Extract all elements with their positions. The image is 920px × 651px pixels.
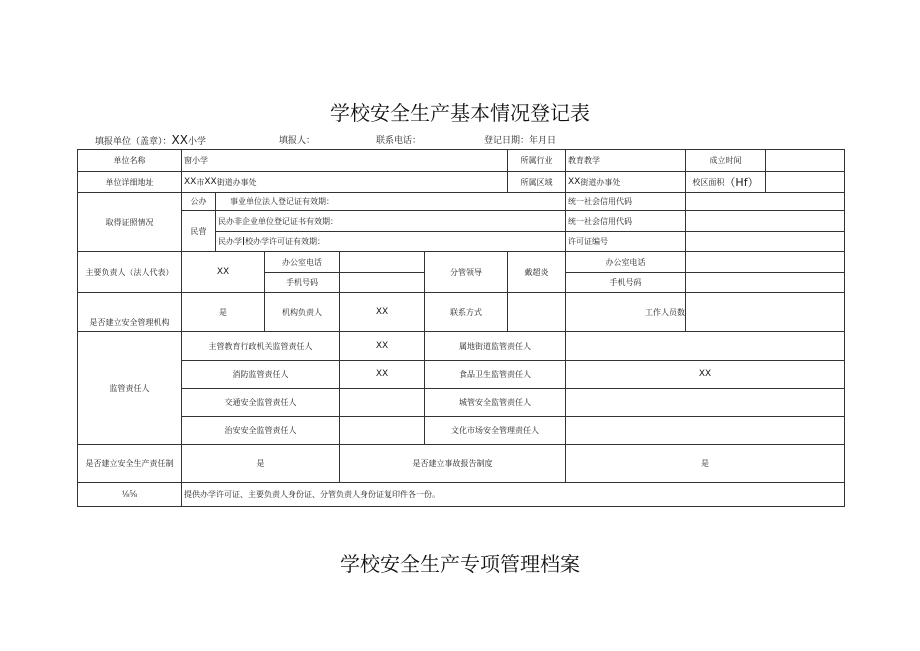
document-title: 学校安全生产基本情况登记表 [330, 101, 590, 125]
staff-count-value [686, 293, 845, 332]
principal-value: XX [182, 252, 265, 293]
campus-area-label [686, 172, 766, 193]
supervisor-left-label: 消防监管责任人 [182, 361, 340, 389]
archive-title: 学校安全生产专项管理档案 [340, 552, 580, 576]
campus-area-unit: （Hf） [724, 175, 759, 189]
permit-no-value [686, 232, 845, 252]
credit-code-label-1: 统一社会信用代码 [566, 193, 686, 211]
accident-report-value: 是 [566, 445, 845, 483]
supervisor-right-label: 城管安全监管责任人 [425, 389, 566, 417]
public-cert-text: 事业单位法人登记证有效期： [230, 197, 334, 206]
unit-label: 填报单位（盖章）： [95, 137, 172, 147]
notes-text: 提供办学许可证、主要负责人身份证、分管负责人身份证复印件各一份。 [182, 483, 845, 507]
phone-label: 联系电话： [376, 136, 422, 146]
address-xx-1: XX [184, 176, 197, 187]
principal-label: 主要负责人（法人代表） [78, 252, 182, 293]
address-label: 单位详细地址 [78, 172, 182, 193]
deputy-mobile-value [686, 273, 845, 293]
credit-code-value-1 [686, 193, 845, 211]
reporter-label: 填报人： [279, 136, 316, 146]
responsibility-value: 是 [182, 445, 340, 483]
mobile-value [340, 273, 425, 293]
supervisor-left-value: XX [340, 332, 425, 361]
deputy-value: 戴超炎 [508, 252, 566, 293]
supervisor-right-value: XX [566, 361, 845, 389]
supervisor-left-label: 治安安全监管责任人 [182, 417, 340, 445]
supervisor-right-value [566, 332, 845, 361]
district-value [566, 172, 686, 193]
credit-code-label-2: 统一社会信用代码 [566, 211, 686, 232]
supervisor-right-label: 属地街道监管责任人 [425, 332, 566, 361]
public-cert [216, 193, 566, 211]
registration-table [77, 149, 845, 507]
contact-label: 联系方式 [425, 293, 508, 332]
office-phone-label: 办公室电话 [265, 252, 340, 273]
district-suffix: 街道办事处 [580, 177, 621, 187]
safety-org-label: 是否建立安全管理机构 [78, 293, 182, 332]
mobile-label: 手机号码 [265, 273, 340, 293]
address-suffix: 街道办事处 [216, 177, 257, 187]
org-head-value: XX [340, 293, 425, 332]
district-xx: XX [568, 176, 581, 187]
safety-org-value: 是 [182, 293, 265, 332]
supervisor-right-label: 食品卫生监管责任人 [425, 361, 566, 389]
supervisor-right-value [566, 417, 845, 445]
address-xx-2: XX [204, 176, 217, 187]
notes-label: ⅛⅝ [78, 483, 182, 507]
supervisor-left-value [340, 417, 425, 445]
org-head-label: 机构负责人 [265, 293, 340, 332]
responsibility-label: 是否建立安全生产责任制 [78, 445, 182, 483]
date-label: 登记日期：年月日 [484, 136, 557, 146]
address-mid: 市 [196, 177, 205, 187]
supervisor-right-value [566, 389, 845, 417]
deputy-office-phone-value [686, 252, 845, 273]
founded-value [766, 150, 845, 172]
accident-report-label: 是否建立事故报告制度 [340, 445, 566, 483]
permit-no-label: 许可证编号 [566, 232, 686, 252]
address-value [182, 172, 508, 193]
school-cert-bar: l [242, 235, 246, 248]
unit-name-value: 窗小学 [182, 150, 508, 172]
staff-count-label: 工作人员数 [566, 293, 686, 332]
school-cert [216, 232, 566, 252]
contact-value [508, 293, 566, 332]
deputy-label: 分管领导 [425, 252, 508, 293]
unit-field [95, 133, 206, 147]
license-label: 取得证照情况 [78, 193, 182, 252]
unit-suffix: 小学 [187, 137, 206, 147]
supervisor-right-label: 文化市场安全管理责任人 [425, 417, 566, 445]
public-label: 公办 [182, 193, 216, 211]
supervisor-left-label: 交通安全监管责任人 [182, 389, 340, 417]
school-cert-text: 校办学许可证有效期： [245, 237, 326, 246]
supervisor-left-value [340, 389, 425, 417]
credit-code-value-2 [686, 211, 845, 232]
district-label: 所属区域 [508, 172, 566, 193]
campus-area-value [766, 172, 845, 193]
supervisor-left-label: 主管教育行政机关监管责任人 [182, 332, 340, 361]
campus-area-text: 校区面积 [692, 177, 725, 187]
unit-name-label: 单位名称 [78, 150, 182, 172]
unit-value: XX [171, 133, 188, 147]
industry-label: 所属行业 [508, 150, 566, 172]
private-label: 民营 [182, 211, 216, 252]
supervisor-left-value: XX [340, 361, 425, 389]
industry-value: 教育教学 [566, 150, 686, 172]
school-cert-prefix: 民办学 [218, 237, 242, 246]
deputy-mobile-label: 手机号码 [566, 273, 686, 293]
office-phone-value [340, 252, 425, 273]
deputy-office-phone-label: 办公室电话 [566, 252, 686, 273]
supervisors-label: 监管责任人 [78, 332, 182, 445]
private-cert: 民办非企业单位登记证书有效期： [216, 211, 566, 232]
founded-label: 成立时间 [686, 150, 766, 172]
